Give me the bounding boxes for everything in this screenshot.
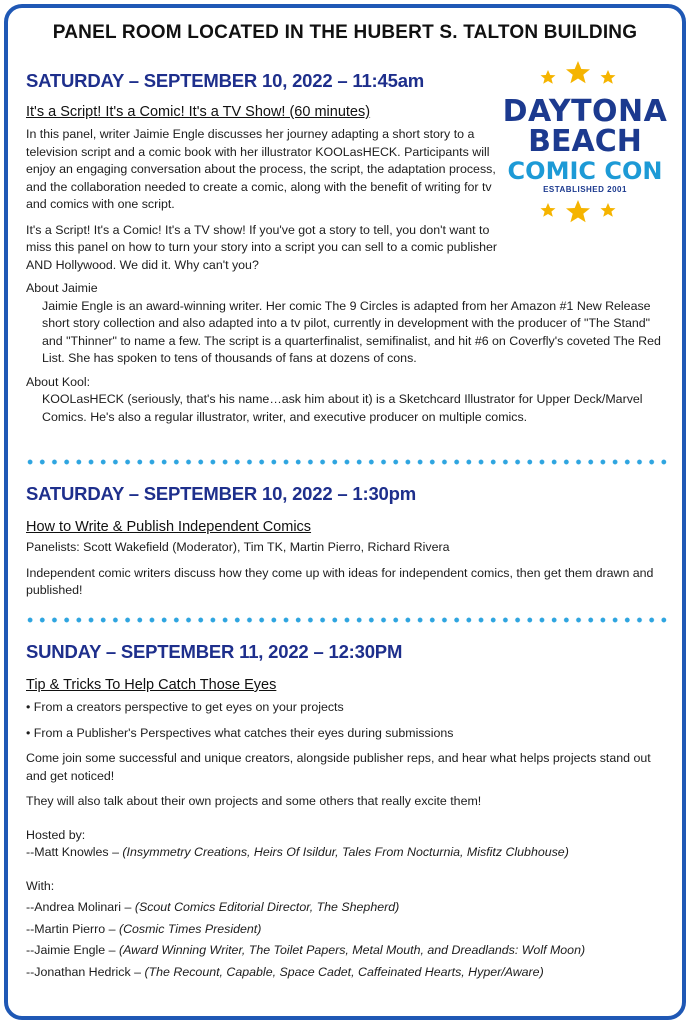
panel-title: Tip & Tricks To Help Catch Those Eyes [26,677,277,693]
panel-title-text: It's a Script! It's a Comic! It's a TV Show! [26,104,286,120]
guest-name: --Jonathan Hedrick – [26,964,145,979]
panel-title [26,104,666,120]
host-name: --Matt Knowles – [26,845,123,859]
dotted-divider [24,617,668,623]
host-line [26,844,666,862]
section-saturday-130 [26,483,666,600]
panel-duration: (60 minutes) [285,104,371,120]
about-jaimie-label: About Jaimie [26,281,98,295]
guest-name: --Martin Pierro – [26,921,119,936]
section-heading: SATURDAY – SEPTEMBER 10, 2022 – 11:45am [26,70,425,91]
host-credit: (Insymmetry Creations, Heirs Of Isildur, Tales From Nocturnia, Misfitz Clubhouse) [122,845,569,859]
section-heading: SUNDAY – SEPTEMBER 11, 2022 – 12:30PM [26,641,403,662]
guest-credit: (Award Winning Writer, The Toilet Papers, Metal Mouth, and Dreadlands: Wolf Moon) [118,943,586,957]
panel-description-2: It's a Script! It's a Comic! It's a TV show! If you've got a story to tell, you don't want to miss this panel on how to turn your story into a script you can sell to a comic publisher AND Hollywood. We did it. Why can't you? [26,222,498,272]
panel-description: Independent comic writers discuss how they come up with ideas for independent comics, then get them drawn and published! [26,565,654,597]
about-jaimie-text: Jaimie Engle is an award-winning writer. Her comic The 9 Circles is adapted from her Amazon #1 New Release short story collection and also adapted into a tv pilot, currently in development with the producer of "The Stand" and "Thinner" to name a few. The script is a quarterfinalist, semifinalist, and hit #6 on Coverfly's coveted The Red List. She has spoken to tens of thousands of fans at dozens of cons. [42,298,661,365]
panel-title: How to Write & Publish Independent Comics [26,519,312,535]
panel-description: In this panel, writer Jaimie Engle discusses her journey adapting a short story to a television script and a comic book with her illustrator KOOLasHECK. Participants will enjoy an engaging conversation about the process, the script, the adaptation process, and the collaboration needed to create a comic, along with the benefit of writing for tv and comics with one script. [26,127,496,211]
bullet-item: • From a Publisher's Perspectives what catches their eyes during submissions [26,725,454,740]
panelists: Panelists: Scott Wakefield (Moderator), Tim TK, Martin Pierro, Richard Rivera [26,540,450,554]
logo-line-beach: BEACH [528,124,642,159]
logo-line-daytona: DAYTONA [502,94,668,129]
guest-line [26,899,666,917]
logo-line-comic-con: COMIC CON [507,157,663,185]
with-label: With: [26,878,55,893]
section-heading: SATURDAY – SEPTEMBER 10, 2022 – 1:30pm [26,483,416,504]
guest-line [26,921,666,939]
about-kool-label: About Kool: [26,374,91,389]
about-kool-text: KOOLasHECK (seriously, that's his name…ask him about it) is a Sketchcard Illustrator for Upper Deck/Marvel Comics. He's also a regular illustrator, writer, and executive producer on multiple comics. [42,392,643,424]
guest-credit: (Scout Comics Editorial Director, The Shepherd) [134,900,400,914]
page-title: PANEL ROOM LOCATED IN THE HUBERT S. TALTON BUILDING [52,22,638,43]
guest-credit: (The Recount, Capable, Space Cadet, Caffeinated Hearts, Hyper/Aware) [144,964,544,979]
guest-name: --Jaimie Engle – [26,943,119,957]
guest-line [26,964,666,982]
hosted-by-label: Hosted by: [26,827,86,842]
guest-credit: (Cosmic Times President) [118,921,262,936]
panel-description: Come join some successful and unique creators, alongside publisher reps, and hear what helps projects stand out and get noticed! [26,751,651,783]
panel-description-2: They will also talk about their own projects and some others that really excite them! [26,794,482,808]
bullet-item: • From a creators perspective to get eyes on your projects [26,700,344,714]
guest-name: --Andrea Molinari – [26,900,135,914]
section-sunday-1230 [26,641,666,981]
logo-established: ESTABLISHED 2001 [543,185,627,194]
guest-line [26,942,666,960]
section-saturday-1145 [26,70,666,426]
dotted-divider [24,459,668,465]
